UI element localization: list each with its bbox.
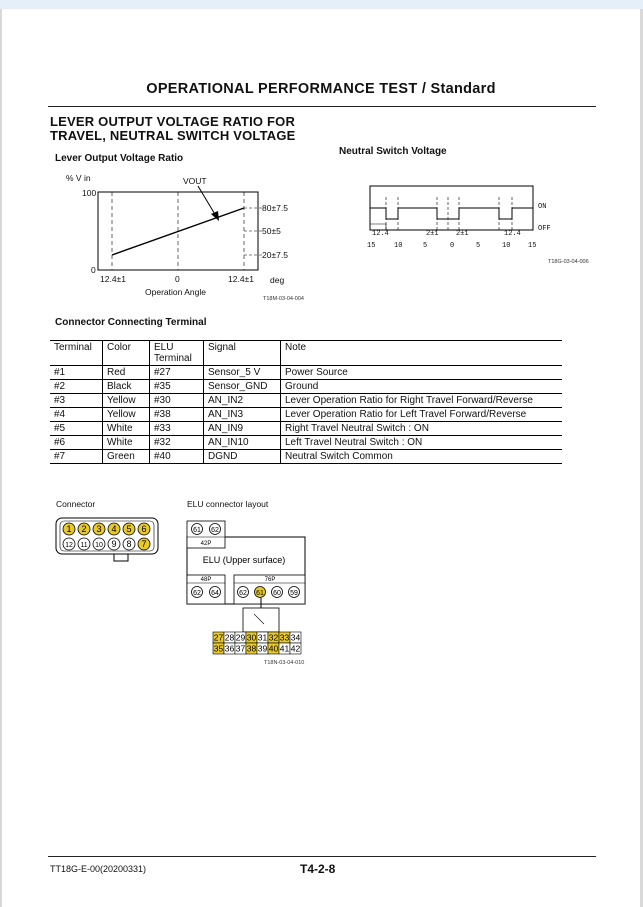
connector-pin-label: 8 bbox=[126, 539, 132, 549]
elu-76p-label: 76P bbox=[264, 577, 276, 583]
elu-pin-label: 62 bbox=[239, 590, 247, 597]
neutral-chart-label: Neutral Switch Voltage bbox=[339, 146, 447, 157]
col-terminal: Terminal bbox=[50, 341, 103, 366]
grid-pin-label: 39 bbox=[257, 643, 268, 654]
neutral-off-label: OFF bbox=[538, 225, 551, 233]
cell-terminal: #6 bbox=[50, 436, 103, 450]
cell-color: Green bbox=[103, 450, 150, 464]
section-title-line1: LEVER OUTPUT VOLTAGE RATIO FOR bbox=[50, 114, 296, 129]
lever-x-tick-left: 12.4±1 bbox=[100, 274, 126, 284]
lever-x-tick-center: 0 bbox=[175, 274, 180, 284]
cell-elu: #27 bbox=[150, 366, 204, 380]
grid-pin-label: 30 bbox=[246, 632, 257, 643]
connector-pin-label: 3 bbox=[96, 524, 102, 534]
document-page bbox=[2, 9, 640, 907]
elu-surface-label: ELU (Upper surface) bbox=[202, 555, 286, 565]
cell-signal: DGND bbox=[204, 450, 281, 464]
connector-pin-label: 5 bbox=[126, 524, 132, 534]
neutral-top-tick-2: 2±1 bbox=[426, 230, 439, 238]
grid-pin-label: 34 bbox=[290, 632, 301, 643]
elu-pin-label: 62 bbox=[193, 590, 201, 597]
connector-pin-label: 12 bbox=[65, 542, 73, 549]
cell-signal: AN_IN2 bbox=[204, 394, 281, 408]
neutral-figure-id: T18G-03-04-006 bbox=[548, 259, 589, 265]
footer-doc-id: TT18G-E-00(20200331) bbox=[50, 864, 147, 874]
neutral-bottom-tick: 15 bbox=[528, 242, 537, 250]
lever-right-label-20: 20±7.5 bbox=[262, 250, 288, 260]
connector-pin-label: 7 bbox=[141, 539, 147, 549]
cell-note: Lever Operation Ratio for Left Travel Forward/Reverse bbox=[281, 408, 563, 422]
cell-note: Left Travel Neutral Switch : ON bbox=[281, 436, 563, 450]
viewer-top-bar bbox=[0, 0, 643, 9]
table-row bbox=[50, 422, 562, 436]
table-row bbox=[50, 450, 562, 464]
grid-pin-label: 29 bbox=[235, 632, 246, 643]
grid-pin-label: 38 bbox=[246, 643, 257, 654]
grid-pin-label: 42 bbox=[290, 643, 301, 654]
grid-pin-label: 31 bbox=[257, 632, 268, 643]
lever-chart-label: Lever Output Voltage Ratio bbox=[55, 153, 184, 164]
neutral-frame bbox=[370, 186, 533, 230]
lever-right-label-50: 50±5 bbox=[262, 226, 281, 236]
connector-table-caption: Connector Connecting Terminal bbox=[55, 317, 207, 328]
cell-terminal: #1 bbox=[50, 366, 103, 380]
elu-pin-label: 62 bbox=[211, 527, 219, 534]
cell-signal: AN_IN9 bbox=[204, 422, 281, 436]
elu-pin-label: 60 bbox=[273, 590, 281, 597]
footer-rule bbox=[48, 856, 596, 857]
neutral-bottom-tick: 5 bbox=[423, 242, 428, 250]
connector-pin-label: 4 bbox=[111, 524, 117, 534]
cell-elu: #32 bbox=[150, 436, 204, 450]
elu-layout-label: ELU connector layout bbox=[187, 499, 269, 509]
elu-pin-label: 61 bbox=[193, 527, 201, 534]
neutral-bottom-tick: 10 bbox=[502, 242, 511, 250]
connector-label: Connector bbox=[56, 499, 96, 509]
lever-y-unit: % V in bbox=[66, 173, 91, 183]
connector-table bbox=[50, 340, 562, 464]
lever-right-label-80: 80±7.5 bbox=[262, 203, 288, 213]
lever-x-axis-label: Operation Angle bbox=[145, 287, 206, 297]
neutral-chart-svg bbox=[2, 9, 640, 269]
table-row bbox=[50, 436, 562, 450]
cell-color: Yellow bbox=[103, 394, 150, 408]
neutral-off-trace bbox=[370, 224, 386, 230]
cell-terminal: #4 bbox=[50, 408, 103, 422]
neutral-top-tick-1: 12.4 bbox=[372, 230, 389, 238]
cell-note: Neutral Switch Common bbox=[281, 450, 563, 464]
connector-pin-label: 1 bbox=[66, 524, 72, 534]
neutral-bottom-tick: 0 bbox=[450, 242, 455, 250]
elu-figure-id: T18N-03-04-010 bbox=[264, 660, 305, 666]
footer-page-number: T4-2-8 bbox=[300, 862, 336, 876]
elu-48p-label: 48P bbox=[200, 577, 212, 583]
neutral-bottom-tick: 5 bbox=[476, 242, 481, 250]
col-elu-line2: Terminal bbox=[154, 353, 192, 364]
grid-pin-label: 36 bbox=[224, 643, 235, 654]
connector-latch bbox=[114, 554, 128, 561]
elu-pin-label: 61 bbox=[256, 590, 264, 597]
connector-pin-label: 10 bbox=[95, 542, 103, 549]
col-signal: Signal bbox=[204, 341, 281, 366]
connector-pin-label: 11 bbox=[80, 542, 88, 549]
elu-pin-label: 59 bbox=[290, 590, 298, 597]
lever-y-top: 100 bbox=[82, 188, 97, 198]
grid-pin-label: 32 bbox=[268, 632, 279, 643]
cell-elu: #30 bbox=[150, 394, 204, 408]
cell-color: Yellow bbox=[103, 408, 150, 422]
neutral-top-tick-3: 2±1 bbox=[456, 230, 469, 238]
connector-pin-label: 2 bbox=[81, 524, 87, 534]
table-header-row bbox=[50, 341, 562, 366]
grid-pin-label: 35 bbox=[213, 643, 224, 654]
cell-terminal: #2 bbox=[50, 380, 103, 394]
cell-note: Power Source bbox=[281, 366, 563, 380]
grid-leader-box bbox=[243, 608, 279, 632]
neutral-top-tick-4: 12.4 bbox=[504, 230, 521, 238]
cell-signal: AN_IN3 bbox=[204, 408, 281, 422]
grid-pin-label: 40 bbox=[268, 643, 279, 654]
cell-terminal: #7 bbox=[50, 450, 103, 464]
cell-note: Lever Operation Ratio for Right Travel Forward/Reverse bbox=[281, 394, 563, 408]
lever-x-tick-right: 12.4±1 bbox=[228, 274, 254, 284]
cell-note: Right Travel Neutral Switch : ON bbox=[281, 422, 563, 436]
table-row bbox=[50, 366, 562, 380]
grid-pin-label: 27 bbox=[213, 632, 224, 643]
cell-signal: Sensor_5 V bbox=[204, 366, 281, 380]
neutral-bottom-tick: 10 bbox=[394, 242, 403, 250]
cell-elu: #38 bbox=[150, 408, 204, 422]
grid-pin-label: 33 bbox=[279, 632, 290, 643]
elu-42p-label: 42P bbox=[200, 541, 212, 547]
grid-pin-label: 28 bbox=[224, 632, 235, 643]
grid-pin-label: 41 bbox=[279, 643, 290, 654]
col-elu-terminal bbox=[150, 341, 204, 366]
section-title-line2: TRAVEL, NEUTRAL SWITCH VOLTAGE bbox=[50, 128, 296, 143]
cell-elu: #35 bbox=[150, 380, 204, 394]
col-color: Color bbox=[103, 341, 150, 366]
connector-diagram bbox=[54, 515, 164, 565]
cell-color: Red bbox=[103, 366, 150, 380]
col-note: Note bbox=[281, 341, 563, 366]
cell-color: White bbox=[103, 422, 150, 436]
cell-color: White bbox=[103, 436, 150, 450]
cell-elu: #33 bbox=[150, 422, 204, 436]
cell-note: Ground bbox=[281, 380, 563, 394]
connector-pin-label: 9 bbox=[111, 539, 117, 549]
connector-pin-label: 6 bbox=[141, 524, 147, 534]
lever-x-unit: deg bbox=[270, 275, 285, 285]
lever-vout-label: VOUT bbox=[183, 176, 207, 186]
neutral-on-trace bbox=[370, 208, 533, 219]
grid-pin-label: 37 bbox=[235, 643, 246, 654]
page-header-title: OPERATIONAL PERFORMANCE TEST / Standard bbox=[146, 81, 496, 97]
neutral-bottom-tick: 15 bbox=[367, 242, 376, 250]
table-row bbox=[50, 408, 562, 422]
col-elu-line1: ELU bbox=[154, 342, 174, 353]
cell-terminal: #3 bbox=[50, 394, 103, 408]
lever-y-bottom: 0 bbox=[91, 265, 96, 275]
cell-elu: #40 bbox=[150, 450, 204, 464]
elu-pin-label: 64 bbox=[211, 590, 219, 597]
lever-figure-id: T18M-03-04-004 bbox=[263, 296, 304, 302]
table-row bbox=[50, 380, 562, 394]
cell-terminal: #5 bbox=[50, 422, 103, 436]
neutral-on-label: ON bbox=[538, 203, 547, 211]
cell-signal: Sensor_GND bbox=[204, 380, 281, 394]
cell-color: Black bbox=[103, 380, 150, 394]
cell-signal: AN_IN10 bbox=[204, 436, 281, 450]
table-row bbox=[50, 394, 562, 408]
